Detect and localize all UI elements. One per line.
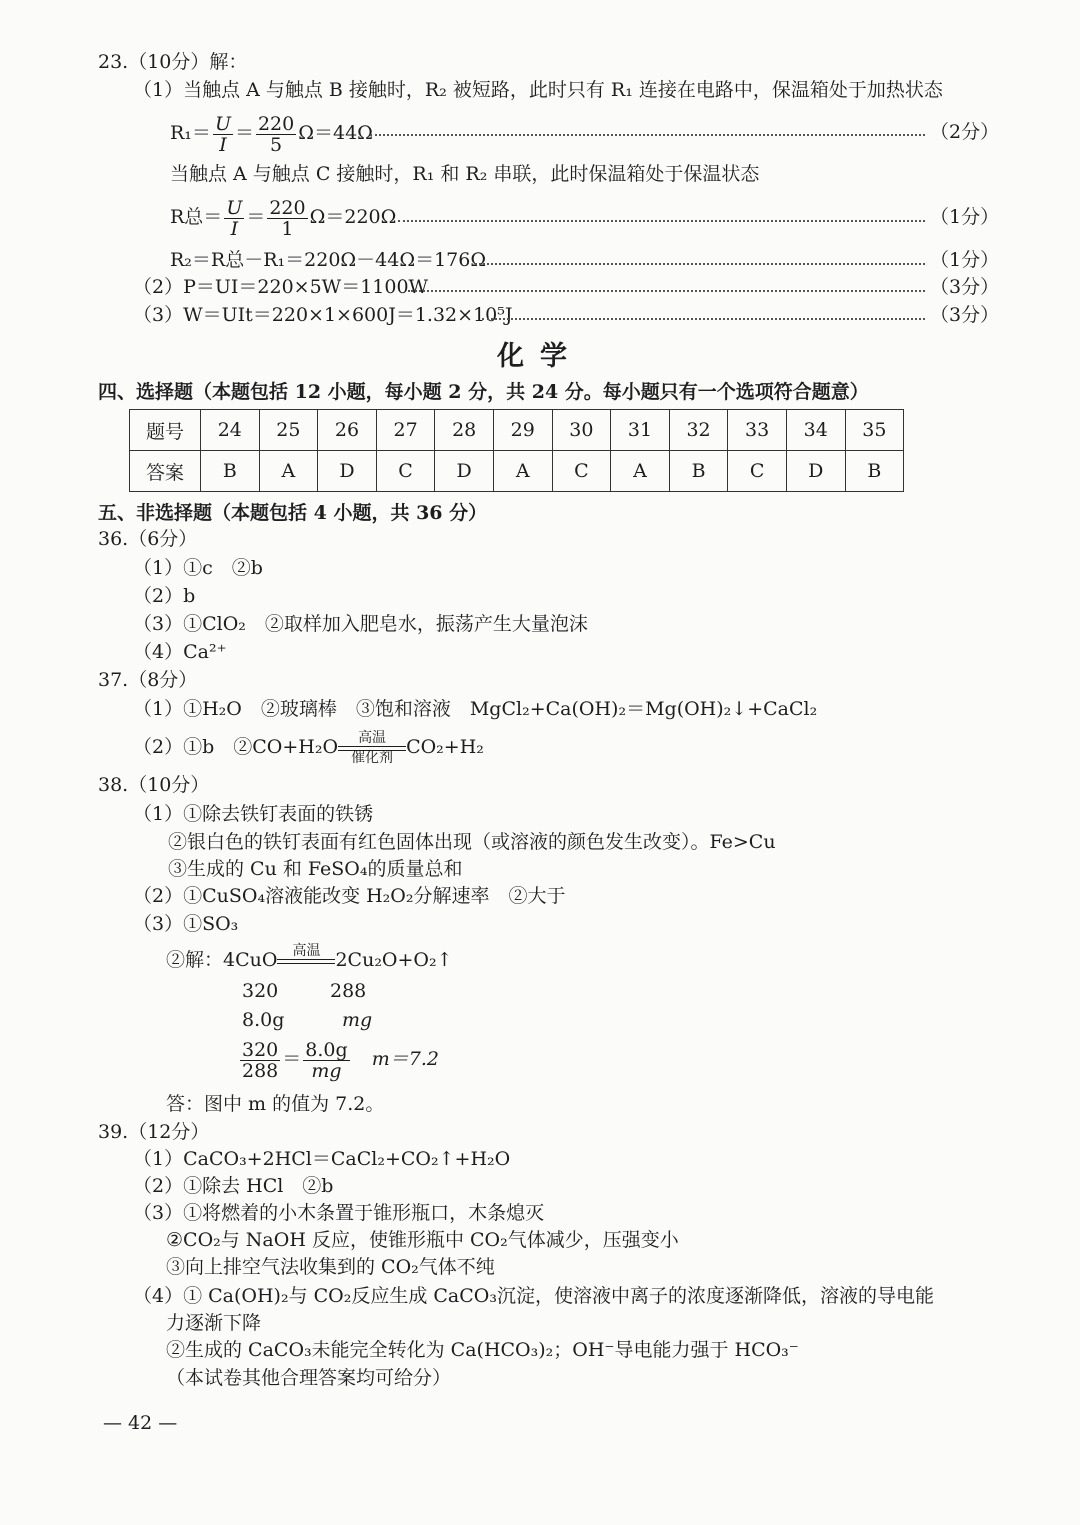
q39-answer-1: （1）CaCO₃+2HCl＝CaCl₂+CO₂↑+H₂O	[133, 1148, 511, 1170]
table-cell: C	[552, 451, 611, 492]
q37-answer-2	[133, 722, 484, 772]
section4-heading: 四、选择题（本题包括 12 小题，每小题 2 分，共 24 分。每小题只有一个选项符合题意）	[98, 381, 869, 403]
molar-mass-cu2o: 288	[330, 980, 367, 1002]
table-cell: D	[786, 451, 845, 492]
table-cell: 24	[201, 410, 260, 451]
footnote: （本试卷其他合理答案均可给分）	[166, 1367, 452, 1389]
table-cell: 29	[493, 410, 552, 451]
table-cell: 26	[318, 410, 377, 451]
table-cell: C	[728, 451, 787, 492]
r1-lhs: R₁＝	[170, 122, 211, 144]
q23-rtotal-equation: R总＝ $\frac{U}{I}$ ＝ $\frac{220}{1}$ Ω＝220Ω	[170, 196, 397, 240]
mass-cu2o: mg	[342, 1009, 373, 1031]
q37-equation-lhs: （2）①b ②CO+H₂O	[133, 736, 339, 758]
q23-header: 23.（10分）解：	[98, 51, 248, 73]
q38-answer-3: （3）①SO₃	[133, 913, 239, 935]
table-cell: 27	[376, 410, 435, 451]
q38-answer-1b: ②银白色的铁钉表面有红色固体出现（或溶液的颜色发生改变）。Fe>Cu	[168, 831, 776, 853]
table-cell: A	[611, 451, 670, 492]
q38-answer-2: （2）①CuSO₄溶液能改变 H₂O₂分解速率 ②大于	[133, 885, 566, 907]
proportion-fraction-2: $\frac{8.0g}{mg}$	[305, 1038, 348, 1082]
q37-equation-rhs: CO₂+H₂	[406, 736, 484, 758]
table-cell: B	[845, 451, 904, 492]
table-row-numbers	[130, 410, 904, 451]
reaction-condition: 高温	[277, 944, 335, 979]
table-cell: A	[493, 451, 552, 492]
table-cell: 35	[845, 410, 904, 451]
table-cell: 25	[259, 410, 318, 451]
score-4: （3分）	[930, 276, 1000, 298]
q37-answer-1: （1）①H₂O ②玻璃棒 ③饱和溶液 MgCl₂+Ca(OH)₂＝Mg(OH)₂↓+CaCl₂	[133, 698, 818, 720]
q38-proportion: $\frac{320}{288}$ ＝ $\frac{8.0g}{mg}$ m＝7.2	[242, 1038, 439, 1082]
r1-result: Ω＝44Ω	[298, 122, 373, 144]
q39-answer-2: （2）①除去 HCl ②b	[133, 1175, 334, 1197]
leader-dots	[482, 318, 925, 320]
table-cell: D	[435, 451, 494, 492]
q38-answer-1c: ③生成的 Cu 和 FeSO₄的质量总和	[168, 858, 463, 880]
mass-cuo: 8.0g	[242, 1009, 285, 1031]
rtotal-result: Ω＝220Ω	[309, 206, 397, 228]
table-cell: 34	[786, 410, 845, 451]
q36-answer-2: （2）b	[133, 585, 196, 607]
table-cell: 30	[552, 410, 611, 451]
q36-header: 36.（6分）	[98, 528, 198, 550]
r1-fraction-ui: $\frac{U}{I}$	[214, 112, 231, 156]
q36-answer-1: （1）①c ②b	[133, 557, 263, 579]
q38-calculation-equation	[166, 938, 453, 982]
section-title-chemistry: 化学	[497, 341, 583, 372]
q39-answer-4-cont: 力逐渐下降	[166, 1312, 262, 1334]
q23-r2-equation: R₂＝R总－R₁＝220Ω－44Ω＝176Ω	[170, 249, 487, 271]
q39-answer-4b: ②生成的 CaCO₃未能完全转化为 Ca(HCO₃)₂；OH⁻导电能力强于 HCO₃⁻	[166, 1339, 799, 1361]
q38-final-answer: 答：图中 m 的值为 7.2。	[166, 1093, 385, 1115]
calc-rhs: 2Cu₂O+O₂↑	[335, 949, 453, 971]
proportion-fraction-1: $\frac{320}{288}$	[242, 1038, 279, 1082]
leader-dots	[398, 220, 925, 222]
calc-result: m＝7.2	[371, 1048, 439, 1070]
rtotal-fraction-values: $\frac{220}{1}$	[269, 196, 306, 240]
leader-dots	[370, 134, 925, 136]
score-1: （2分）	[930, 121, 1000, 143]
r1-fraction-values: $\frac{220}{5}$	[257, 112, 295, 156]
q39-header: 39.（12分）	[98, 1121, 210, 1143]
table-cell: 31	[611, 410, 670, 451]
q38-answer-1: （1）①除去铁钉表面的铁锈	[133, 803, 374, 825]
q39-answer-3b: ②CO₂与 NaOH 反应，使锥形瓶中 CO₂气体减少，压强变小	[166, 1229, 679, 1251]
calc-lhs: ②解：4CuO	[166, 949, 278, 971]
leader-dots	[475, 263, 925, 265]
table-header-cell: 题号	[130, 410, 201, 451]
answer-table	[129, 409, 904, 492]
table-row-answers	[130, 451, 904, 492]
table-cell: B	[201, 451, 260, 492]
table-header-cell: 答案	[130, 451, 201, 492]
molar-mass-cuo: 320	[242, 980, 279, 1002]
table-cell: C	[376, 451, 435, 492]
score-5: （3分）	[930, 304, 1000, 326]
score-3: （1分）	[930, 249, 1000, 271]
table-cell: 33	[728, 410, 787, 451]
table-cell: 28	[435, 410, 494, 451]
table-cell: D	[318, 451, 377, 492]
q23-r1-equation: R₁＝ $\frac{U}{I}$ ＝ $\frac{220}{5}$ Ω＝44Ω	[170, 112, 373, 156]
rtotal-fraction-ui: $\frac{U}{I}$	[226, 196, 243, 240]
leader-dots	[408, 290, 925, 292]
q39-answer-4: （4）① Ca(OH)₂与 CO₂反应生成 CaCO₃沉淀，使溶液中离子的浓度逐渐降低，溶液的导电能	[133, 1285, 934, 1307]
q36-answer-4: （4）Ca²⁺	[133, 641, 227, 663]
score-2: （1分）	[930, 206, 1000, 228]
q23-power-equation: （2）P＝UI＝220×5W＝1100W	[133, 276, 429, 298]
reaction-condition: 高温 催化剂	[338, 731, 406, 766]
q38-header: 38.（10分）	[98, 774, 210, 796]
table-cell: A	[259, 451, 318, 492]
page-number: — 42 —	[103, 1412, 178, 1434]
rtotal-lhs: R总＝	[170, 206, 223, 228]
section5-heading: 五、非选择题（本题包括 4 小题，共 36 分）	[98, 502, 488, 524]
table-cell: 32	[669, 410, 728, 451]
q36-answer-3: （3）①ClO₂ ②取样加入肥皂水，振荡产生大量泡沫	[133, 613, 588, 635]
q39-answer-3c: ③向上排空气法收集到的 CO₂气体不纯	[166, 1256, 495, 1278]
q23-part1-text: （1）当触点 A 与触点 B 接触时，R₂ 被短路，此时只有 R₁ 连接在电路中，保温箱处于加热状态	[133, 79, 943, 101]
q37-header: 37.（8分）	[98, 669, 198, 691]
table-cell: B	[669, 451, 728, 492]
q39-answer-3: （3）①将燃着的小木条置于锥形瓶口，木条熄灭	[133, 1202, 545, 1224]
q23-part1-text-2: 当触点 A 与触点 C 接触时，R₁ 和 R₂ 串联，此时保温箱处于保温状态	[170, 163, 760, 185]
q23-work-equation: （3）W＝UIt＝220×1×600J＝1.32×10⁵J	[133, 304, 513, 326]
